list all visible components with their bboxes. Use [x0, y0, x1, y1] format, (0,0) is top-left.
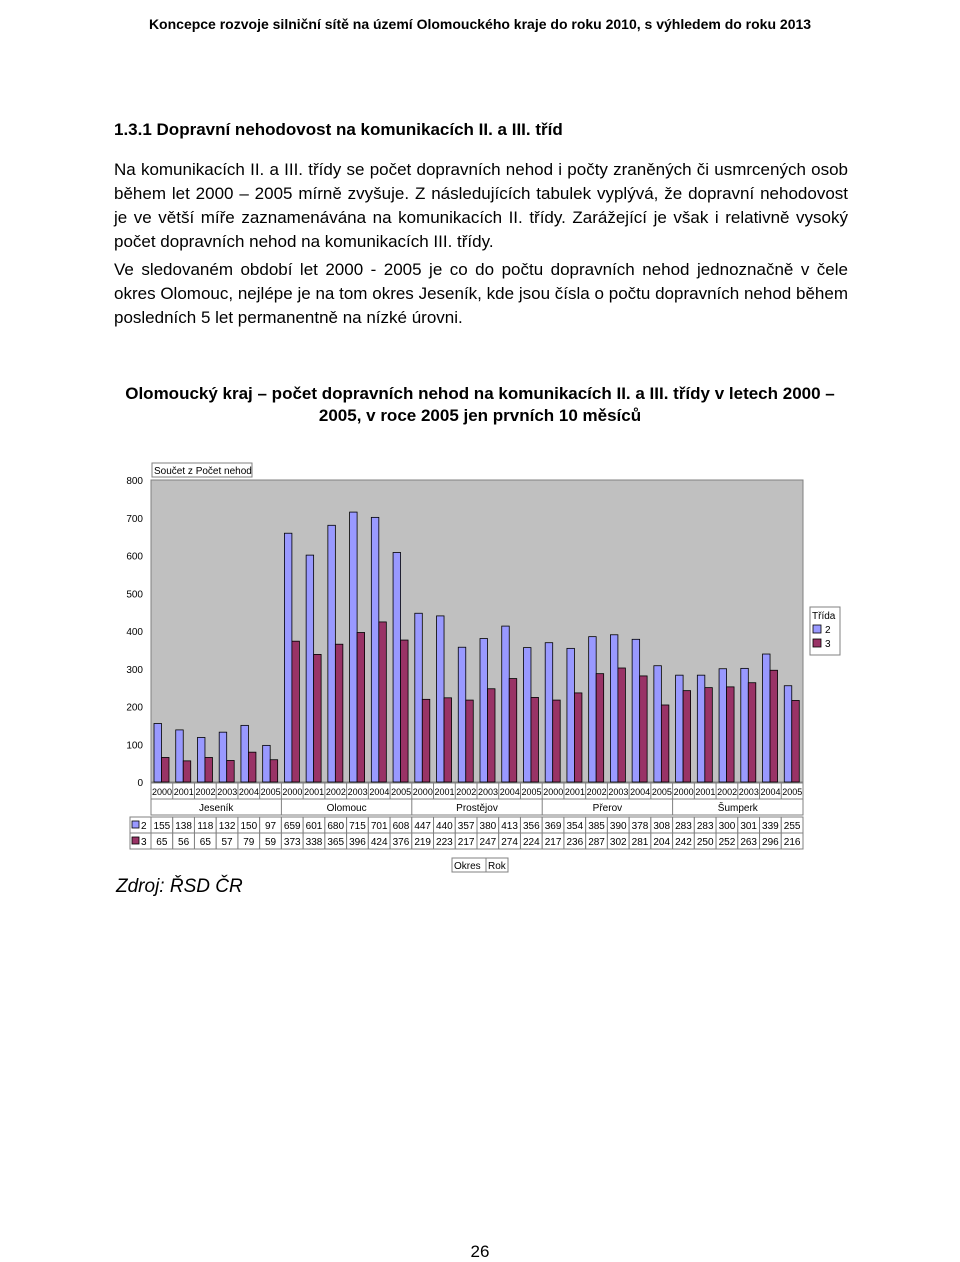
- bar-series-2: [697, 675, 705, 782]
- data-label: 356: [522, 821, 540, 832]
- paragraph-districts: Ve sledovaném období let 2000 - 2005 je co do počtu dopravních nehod jednoznačně v čele okres Olomouc, nejlépe je na tom okres Jeseník, kde jsou čísla o počtu dopravních nehod během posledních 5 let permanentně na nízké úrovni.: [114, 260, 848, 327]
- bar-series-2: [176, 730, 184, 782]
- x-tick-label-year: 2001: [304, 787, 325, 797]
- data-label: 390: [609, 821, 627, 832]
- bar-series-2: [328, 525, 336, 782]
- bar-series-2: [480, 639, 488, 782]
- bar-series-3: [357, 633, 365, 782]
- x-tick-label-year: 2001: [564, 787, 585, 797]
- bar-series-2: [610, 635, 618, 782]
- bar-series-3: [792, 700, 800, 782]
- bar-series-2: [197, 737, 205, 782]
- paragraph-intro: Na komunikacích II. a III. třídy se počet dopravních nehod i počty zraněných či usmrcených osob během let 2000 – 2005 mírně zvyšuje. Z následujících tabulek vyplývá, že dopravní nehodovost je ve větší míře zaznamenávána na komunikacích II. třídy. Zarážející je však i relativně vysoký počet dopravních nehod na komunikacích III. třídy.: [114, 160, 848, 251]
- x-tick-label-year: 2001: [173, 787, 194, 797]
- data-label: 118: [197, 821, 214, 832]
- bar-series-3: [509, 679, 517, 782]
- x-tick-label-year: 2005: [782, 787, 803, 797]
- x-tick-label-year: 2001: [434, 787, 455, 797]
- bar-series-2: [741, 668, 749, 782]
- bar-series-3: [248, 752, 256, 782]
- data-label: 424: [370, 837, 388, 848]
- bar-series-3: [466, 700, 474, 782]
- data-label: 354: [566, 821, 584, 832]
- bar-series-2: [154, 723, 162, 782]
- y-tick-label: 800: [126, 476, 143, 487]
- data-label: 138: [175, 821, 192, 832]
- y-tick-label: 600: [126, 551, 143, 563]
- data-label: 287: [588, 837, 605, 848]
- x-tick-label-year: 2001: [695, 787, 716, 797]
- bar-series-2: [719, 669, 727, 782]
- bar-series-2: [567, 648, 575, 782]
- data-label: 659: [283, 821, 301, 832]
- bar-series-3: [748, 683, 756, 782]
- x-tick-label-year: 2005: [391, 787, 412, 797]
- x-tick-label-year: 2000: [543, 787, 564, 797]
- legend-label: 3: [825, 639, 831, 650]
- data-label: 380: [479, 821, 497, 832]
- x-tick-label-group: Olomouc: [326, 803, 367, 814]
- data-label: 385: [588, 821, 605, 832]
- bar-series-3: [705, 688, 713, 782]
- data-label: 247: [479, 837, 497, 848]
- legend-label: 2: [825, 625, 831, 636]
- x-tick-label-group: Prostějov: [456, 803, 498, 814]
- x-tick-label-year: 2000: [282, 787, 303, 797]
- data-label: 357: [457, 821, 475, 832]
- x-tick-label-year: 2004: [369, 787, 390, 797]
- x-tick-label-group: Jeseník: [198, 803, 234, 814]
- bar-series-2: [458, 647, 466, 782]
- data-label: 296: [762, 837, 779, 848]
- bar-series-3: [422, 699, 430, 782]
- source-note: Zdroj: ŘSD ČR: [116, 876, 243, 897]
- bar-series-3: [335, 644, 343, 782]
- data-label: 301: [740, 821, 758, 832]
- y-tick-label: 500: [126, 589, 143, 601]
- x-tick-label-year: 2004: [760, 787, 781, 797]
- data-label: 79: [243, 837, 255, 848]
- legend-swatch-3: [813, 639, 821, 647]
- bar-series-2: [415, 613, 423, 782]
- x-tick-label-year: 2000: [673, 787, 694, 797]
- bar-series-3: [618, 668, 626, 782]
- data-label: 250: [696, 837, 714, 848]
- x-tick-label-year: 2004: [630, 787, 651, 797]
- data-label: 65: [199, 837, 211, 848]
- bar-series-3: [553, 700, 561, 782]
- bar-series-3: [379, 622, 387, 782]
- data-label: 150: [240, 821, 258, 832]
- data-label: 369: [544, 821, 562, 832]
- bar-series-3: [727, 687, 735, 782]
- x-tick-label-year: 2003: [347, 787, 368, 797]
- data-label: 302: [609, 837, 627, 848]
- bar-series-2: [284, 533, 292, 782]
- bar-series-2: [350, 512, 358, 782]
- data-label: 440: [436, 821, 453, 832]
- data-label: 65: [156, 837, 168, 848]
- data-label: 338: [305, 837, 323, 848]
- data-label: 376: [392, 837, 410, 848]
- x-tick-label-year: 2005: [521, 787, 542, 797]
- bar-series-3: [270, 760, 278, 782]
- data-label: 97: [264, 821, 277, 832]
- y-tick-label: 200: [126, 702, 143, 714]
- x-tick-label-year: 2002: [195, 787, 216, 797]
- bar-series-3: [770, 670, 778, 782]
- legend-swatch-2: [813, 625, 821, 633]
- data-label: 339: [762, 821, 779, 832]
- bar-series-2: [371, 517, 379, 782]
- x-tick-label-year: 2003: [608, 787, 629, 797]
- data-label: 680: [327, 821, 345, 832]
- page-header: Koncepce rozvoje silniční sítě na území Olomouckého kraje do roku 2010, s výhledem do roku 2013: [148, 16, 812, 32]
- data-label: 373: [283, 837, 301, 848]
- data-label: 601: [305, 821, 323, 832]
- bar-series-3: [661, 705, 669, 782]
- data-label: 59: [264, 837, 277, 848]
- data-label: 701: [370, 821, 388, 832]
- bar-series-3: [531, 697, 539, 782]
- x-tick-label-year: 2003: [478, 787, 499, 797]
- data-label: 204: [653, 837, 671, 848]
- bar-series-3: [401, 640, 409, 782]
- data-label: 283: [675, 821, 692, 832]
- row-field-label: Okres: [454, 861, 481, 872]
- data-label: 365: [327, 837, 345, 848]
- table-row-swatch-3: [132, 837, 139, 844]
- bar-series-2: [676, 675, 684, 782]
- bar-series-2: [545, 643, 553, 782]
- data-label: 608: [392, 821, 410, 832]
- data-label: 224: [522, 837, 540, 848]
- bar-series-2: [784, 686, 792, 782]
- data-label: 263: [740, 837, 758, 848]
- y-tick-label: 700: [126, 513, 143, 525]
- data-label: 396: [349, 837, 366, 848]
- legend-title: Třída: [812, 611, 836, 622]
- table-row-label: 2: [141, 821, 147, 832]
- x-tick-label-year: 2002: [456, 787, 477, 797]
- data-label: 274: [501, 837, 518, 848]
- x-tick-label-year: 2003: [738, 787, 759, 797]
- data-label: 223: [436, 837, 453, 848]
- bar-series-2: [654, 666, 662, 782]
- bar-series-2: [589, 637, 597, 782]
- bar-series-3: [227, 760, 235, 782]
- bar-series-3: [488, 689, 496, 782]
- section-title: 1.3.1 Dopravní nehodovost na komunikacích II. a III. tříd: [114, 120, 563, 139]
- bar-series-2: [241, 725, 249, 782]
- table-row-label: 3: [141, 837, 147, 848]
- y-tick-label: 0: [137, 778, 143, 789]
- x-tick-label-group: Šumperk: [717, 803, 758, 814]
- data-label: 236: [566, 837, 584, 848]
- bar-series-2: [632, 639, 640, 782]
- bar-series-3: [444, 698, 452, 782]
- data-label: 242: [675, 837, 692, 848]
- data-label: 413: [501, 821, 518, 832]
- x-tick-label-year: 2002: [717, 787, 738, 797]
- bar-series-3: [162, 757, 170, 782]
- bar-series-3: [683, 691, 691, 782]
- bar-series-3: [183, 761, 191, 782]
- data-label: 300: [718, 821, 736, 832]
- x-tick-label-year: 2004: [499, 787, 520, 797]
- x-tick-label-year: 2000: [412, 787, 433, 797]
- data-label: 155: [153, 821, 171, 832]
- data-label: 216: [783, 837, 801, 848]
- bar-series-3: [574, 693, 582, 782]
- x-tick-label-year: 2005: [651, 787, 672, 797]
- data-label: 378: [631, 821, 649, 832]
- bar-series-2: [219, 732, 227, 782]
- data-label: 283: [696, 821, 714, 832]
- bar-series-3: [205, 757, 213, 782]
- data-label: 217: [544, 837, 562, 848]
- y-tick-label: 100: [126, 740, 143, 752]
- chart-title: Olomoucký kraj – počet dopravních nehod na komunikacích II. a III. třídy v letech 2000 – 2005, v roce 2005 jen prvních 10 měsíců: [125, 384, 835, 425]
- x-tick-label-year: 2004: [238, 787, 259, 797]
- bar-series-3: [292, 641, 300, 782]
- y-tick-label: 400: [126, 627, 143, 638]
- bar-series-3: [314, 654, 322, 782]
- x-tick-label-year: 2002: [586, 787, 607, 797]
- data-label: 447: [414, 821, 432, 832]
- bar-series-2: [437, 616, 445, 782]
- x-tick-label-year: 2005: [260, 787, 281, 797]
- bar-series-2: [263, 745, 271, 782]
- page-number: 26: [470, 1242, 490, 1261]
- bar-series-2: [393, 552, 401, 782]
- data-label: 715: [349, 821, 366, 832]
- x-tick-label-year: 2003: [217, 787, 238, 797]
- bar-series-3: [640, 676, 648, 782]
- data-label: 219: [414, 837, 432, 848]
- bar-series-2: [763, 654, 771, 782]
- x-tick-label-year: 2002: [325, 787, 346, 797]
- data-label: 57: [221, 837, 233, 848]
- data-label: 308: [653, 821, 671, 832]
- data-label: 56: [178, 837, 190, 848]
- x-tick-label-group: Přerov: [592, 803, 623, 814]
- bar-series-3: [596, 674, 604, 782]
- x-tick-label-year: 2000: [152, 787, 173, 797]
- data-label: 252: [718, 837, 736, 848]
- data-label: 281: [631, 837, 649, 848]
- bar-series-2: [502, 626, 510, 782]
- data-field-label: Součet z Počet nehod: [154, 466, 252, 477]
- data-label: 255: [783, 821, 801, 832]
- y-tick-label: 300: [126, 664, 143, 676]
- bar-series-2: [306, 555, 314, 782]
- row-field-label: Rok: [488, 861, 506, 872]
- table-row-swatch-2: [132, 821, 139, 828]
- data-label: 217: [457, 837, 475, 848]
- data-label: 132: [218, 821, 236, 832]
- bar-series-2: [523, 648, 531, 782]
